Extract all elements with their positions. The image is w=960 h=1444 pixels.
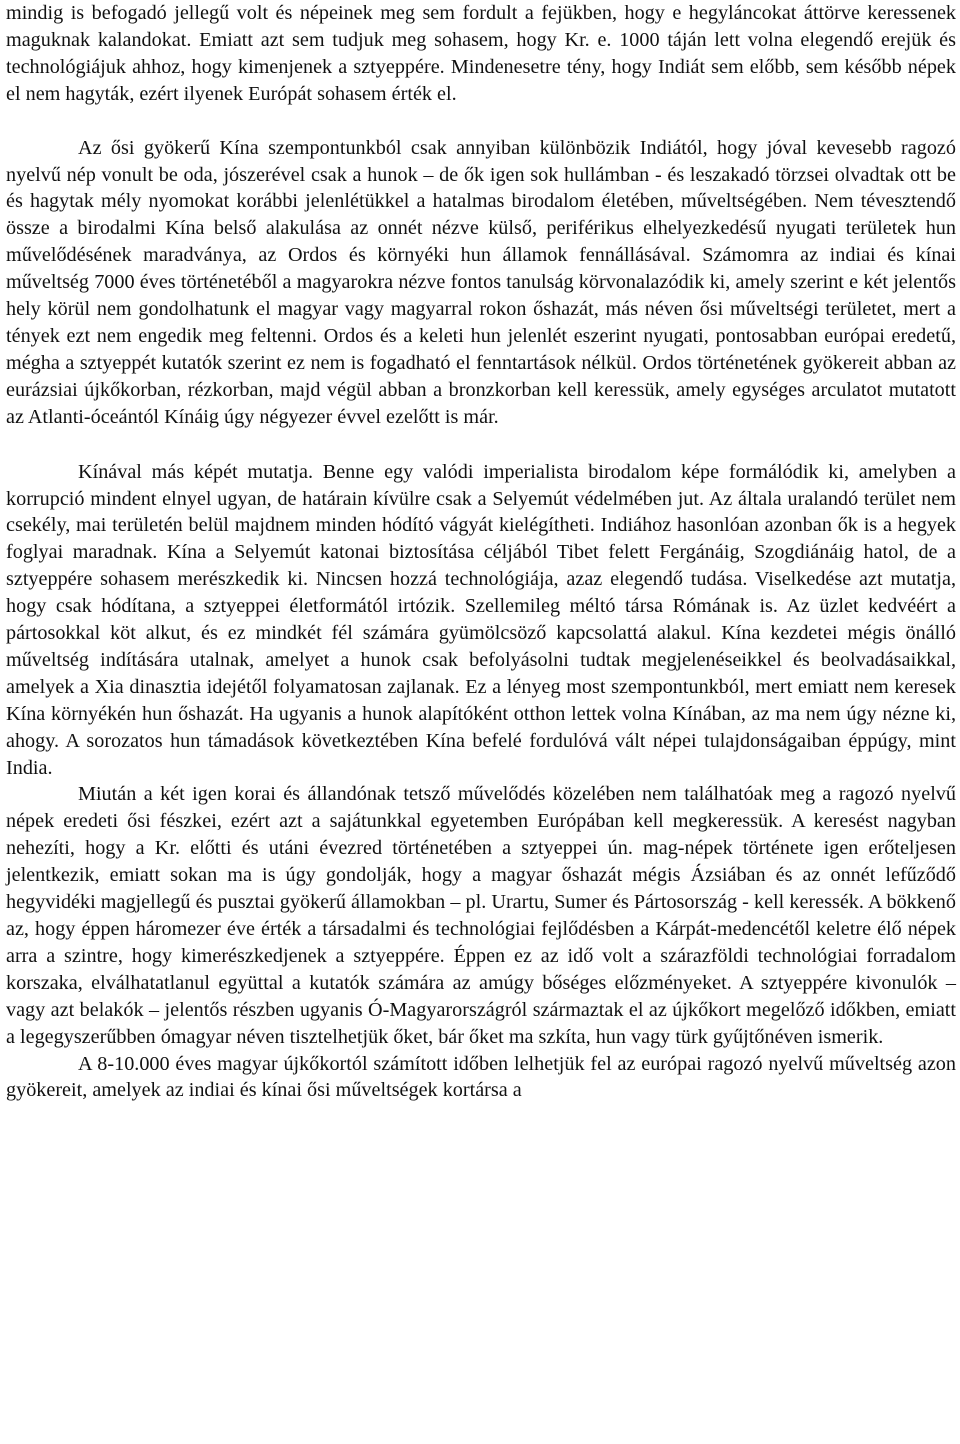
paragraph-3: Kínával más képét mutatja. Benne egy valódi imperialista birodalom képe formálódik ki, amelyben a korrupció mindent elnyel ugyan, de határain kívülre csak a Selyemút védelmében jut. Az általa uralandó terület nem csekély, mai területén belül majdnem minden hódító vágyát kielégítheti. Indiához hasonlóan azonban ők is a hegyek foglyai maradnak. Kína a Selyemút katonai biztosítása céljából Tibet felett Fergánáig, Szogdiánáig hatol, de a sztyeppére sohasem merészkedik ki. Nincsen hozzá technológiája, azaz elegendő tudása. Viselkedése azt mutatja, hogy csak hódítana, a sztyeppei életformától irtózik. Szellemileg méltó társa Rómának is. Az üzlet kedvéért a pártosokkal köt alkut, és ez mindkét fél számára gyümölcsöző kapcsolattá alakul. Kína kezdetei mégis önálló műveltség indítására utalnak, amelyet a hunok csak befolyásolni tudtak megjelenéseikkel és beolvadásaikkal, amelyek a Xia dinasztia idejétől folyamatosan zajlanak. Ez a lényeg most szempontunkból, mert emiatt nem keresek Kína környékén hun őshazát. Ha ugyanis a hunok alapítóként otthon lettek volna Kínában, az ma nem úgy nézne ki, ahogy. A sorozatos hun támadások következtében Kína befelé fordulóvá vált népei tulajdonságaiban éppúgy, mint India. xyxy=(6,460,956,779)
paragraph-4: Miután a két igen korai és állandónak tetsző művelődés közelében nem találhatóak meg a ragozó nyelvű népek eredeti ősi fészkei, ezért azt a sajátunkkal egyetemben Európában kell megkeressük. A keresést nagyban nehezíti, hogy a Kr. előtti és utáni évezred történetében a sztyeppei ún. mag-népek története igen erőteljesen jelentkezik, emiatt sokan ma is úgy gondolják, hogy a magyar őshazát mégis Ázsiában és az onnét lefűződő hegyvidéki magjellegű és pusztai gyökerű államokban – pl. Urartu, Sumer és Pártosország - kell keressék. A bökkenő az, hogy éppen háromezer éve érték a társadalmi és technológiai fejlődésben a Kárpát-medencétől keletre élő népek arra a szintre, hogy kimerészkedjenek a sztyeppére. Éppen ez az idő volt a szárazföldi technológiai forradalom korszaka, elválhatatlanul együttal a kutatók számára az amúgy bőséges előzményeket. A sztyeppére kivonulók – vagy azt belakók – jelentős részben ugyanis Ó-Magyarországról származtak el az újkőkort megelőző időkben, emiatt a legegyszerűbben ómagyar néven tisztelhetjük őket, bár őket ma szkíta, hun vagy türk gyűjtőnéven ismerik. xyxy=(6,783,956,1048)
paragraph-1: mindig is befogadó jellegű volt és népeinek meg sem fordult a fejükben, hogy e hegyláncokat áttörve keressenek maguknak kalandokat. Emiatt azt sem tudjuk meg sohasem, hogy Kr. e. 1000 táján lett volna elegendő erejük és technológiájuk ahhoz, hogy kimenjenek a sztyeppére. Mindenesetre tény, hogy Indiát sem előbb, sem később népek el nem hagyták, ezért ilyenek Európát sohasem érték el. xyxy=(6,2,956,105)
paragraph-5: A 8-10.000 éves magyar újkőkortól számított időben lelhetjük fel az európai ragozó nyelvű műveltség azon gyökereit, amelyek az indiai és kínai ősi műveltségek kortársa a xyxy=(6,1052,956,1102)
paragraph-2: Az ősi gyökerű Kína szempontunkból csak annyiban különbözik Indiától, hogy jóval kevesebb ragozó nyelvű nép vonult be oda, jószerével csak a hunok – de ők igen sok hullámban - és leszakadó törzsei olvadtak ott be és hagytak mély nyomokat korábbi jelenlétükkel a hatalmas birodalom életében, műveltségében. Nem tévesztendő össze a birodalmi Kína belső alakulása az onnét nézve külső, periférikus elhelyezkedésű nyugati területek hun művelődésének maradványa, az Ordos és környéki hun államok fennállásával. Számomra az indiai és kínai műveltség 7000 éves történetéből a magyarokra nézve fontos tanulság körvonalazódik ki, amely szerint e két jelentős hely körül nem gondolhatunk el magyar vagy magyarral rokon őshazát, más néven ősi műveltségi területet, mert a tények ezt nem engedik meg feltenni. Ordos és a keleti hun jelenlét eszerint nyugati, pontosabban európai eredetű, mégha a sztyeppét kutatók szerint ez nem is fogadható el fenntartások nélkül. Ordos történetének gyökereit abban az eurázsiai újkőkorban, rézkorban, majd végül abban a bronzkorban kell keressük, amely egységes arculatot mutatott az Atlanti-óceántól Kínáig úgy négyezer évvel ezelőtt is már. xyxy=(6,136,956,428)
